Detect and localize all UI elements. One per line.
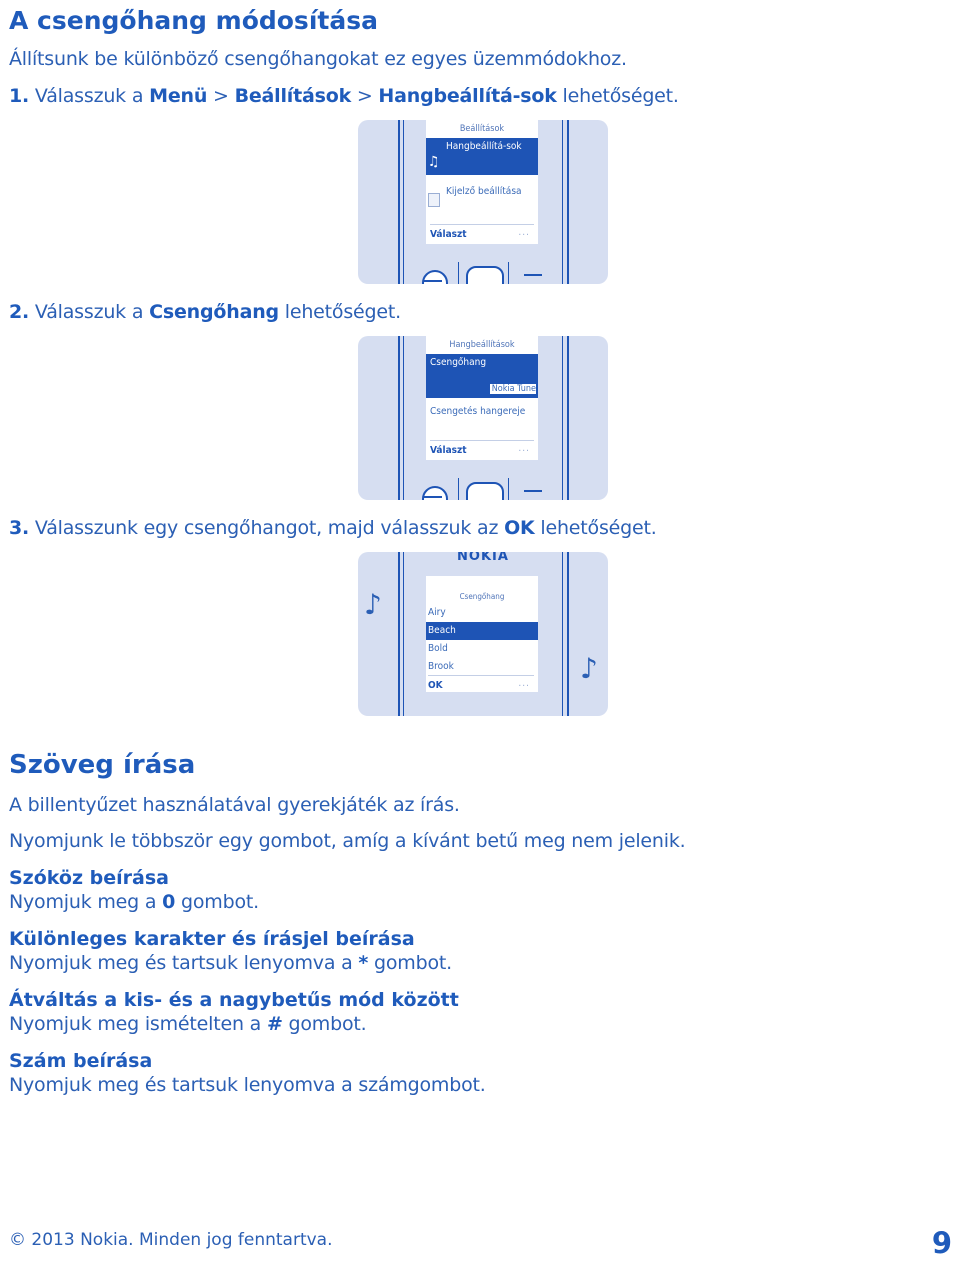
phone-screen xyxy=(426,576,538,692)
key-label: # xyxy=(266,1013,283,1035)
phone-figure-ringtone-list xyxy=(358,552,608,716)
heading-number: Szám beírása xyxy=(9,1050,153,1072)
ringtone-list xyxy=(426,602,538,676)
step-text: Válasszunk egy csengőhangot, majd válasszuk az xyxy=(29,517,505,539)
separator: > xyxy=(351,85,379,107)
phone-figure-sound-settings xyxy=(358,336,608,500)
menu-item-label: Csengőhang xyxy=(430,357,487,368)
ringtone-item[interactable]: Airy xyxy=(428,607,446,618)
screen-header: Hangbeállítások xyxy=(449,340,515,350)
step-text: Válasszuk a xyxy=(29,85,150,107)
page-number: 9 xyxy=(931,1226,952,1260)
options-dots[interactable]: ... xyxy=(518,678,530,689)
menu-label: Menü xyxy=(149,85,208,107)
softkey-bar xyxy=(428,675,534,691)
copyright: © 2013 Nokia. Minden jog fenntartva. xyxy=(9,1230,333,1250)
step-text: Válasszuk a xyxy=(29,301,150,323)
ringtone-item[interactable]: Beach xyxy=(426,622,538,640)
heading-case-switch: Átváltás a kis- és a nagybetűs mód között xyxy=(9,989,459,1011)
menu-item-ring-volume[interactable] xyxy=(426,398,538,428)
number-instruction: Nyomjuk meg és tartsuk lenyomva a számgombot. xyxy=(9,1074,486,1096)
intro-text: Állítsunk be különböző csengőhangokat ez egyes üzemmódokhoz. xyxy=(9,48,627,70)
navi-key-icon xyxy=(466,482,504,500)
ringtone-item[interactable]: Bold xyxy=(428,643,448,654)
step-number: 1. xyxy=(9,85,30,107)
menu-item-label: Csengetés hangereje xyxy=(430,406,526,417)
menu-item-ringtone[interactable] xyxy=(426,354,538,398)
phone-keys xyxy=(404,262,562,284)
softkey-select[interactable]: Választ xyxy=(430,445,467,456)
screen-header: Csengőhang xyxy=(459,592,505,601)
softkey-ok[interactable]: OK xyxy=(428,680,443,691)
phone-screen xyxy=(426,120,538,244)
ringtone-value: Nokia Tune xyxy=(491,384,536,394)
ringtone-label: Csengőhang xyxy=(149,301,279,323)
softkey-bar xyxy=(430,440,534,456)
phone-screen xyxy=(426,336,538,460)
display-icon xyxy=(428,193,440,207)
menu-item-label: Hangbeállítá-sok xyxy=(446,141,522,152)
instruction-text: gombot. xyxy=(282,1013,367,1035)
music-note-icon: ♪ xyxy=(580,652,598,685)
step-3 xyxy=(9,517,657,539)
nokia-logo: NOKIA xyxy=(457,552,509,564)
step-text: lehetőséget. xyxy=(534,517,657,539)
navi-key-icon xyxy=(466,266,504,284)
step-text: lehetőséget. xyxy=(556,85,679,107)
case-switch-instruction xyxy=(9,1013,367,1035)
softkey-bar xyxy=(430,224,534,240)
special-char-instruction xyxy=(9,952,452,974)
phone-keys xyxy=(404,478,562,500)
menu-item-label: Kijelző beállítása xyxy=(446,186,522,197)
settings-label: Beállítások xyxy=(234,85,352,107)
separator: > xyxy=(207,85,235,107)
key-label: 0 xyxy=(162,891,176,913)
right-softkey-icon xyxy=(524,490,542,492)
screen-header: Beállítások xyxy=(459,124,505,134)
instruction-text: Nyomjuk meg ismételten a xyxy=(9,1013,267,1035)
heading-space: Szóköz beírása xyxy=(9,867,169,889)
ringtone-item[interactable]: Brook xyxy=(428,661,454,672)
step-1 xyxy=(9,85,679,107)
step-2 xyxy=(9,301,401,323)
section-title-text-input: Szöveg írása xyxy=(9,750,196,780)
instruction-text: gombot. xyxy=(175,891,259,913)
music-settings-icon: ♫ xyxy=(428,154,440,170)
right-softkey-icon xyxy=(524,274,542,276)
options-dots[interactable]: ... xyxy=(518,443,530,454)
menu-item-display-settings[interactable] xyxy=(426,175,538,209)
text-input-intro: A billentyűzet használatával gyerekjáték az írás. xyxy=(9,794,460,816)
menu-item-sound-settings[interactable] xyxy=(426,138,538,175)
key-label: * xyxy=(358,952,369,974)
options-dots[interactable]: ... xyxy=(518,227,530,238)
step-number: 2. xyxy=(9,301,30,323)
ok-label: OK xyxy=(504,517,535,539)
step-number: 3. xyxy=(9,517,30,539)
phone-figure-settings xyxy=(358,120,608,284)
softkey-select[interactable]: Választ xyxy=(430,229,467,240)
instruction-text: Nyomjuk meg és tartsuk lenyomva a xyxy=(9,952,359,974)
music-note-icon: ♪ xyxy=(364,588,382,621)
step-text: lehetőséget. xyxy=(278,301,401,323)
heading-special-char: Különleges karakter és írásjel beírása xyxy=(9,928,415,950)
space-instruction xyxy=(9,891,259,913)
instruction-text: gombot. xyxy=(368,952,452,974)
sound-settings-label: Hangbeállítá-sok xyxy=(378,85,557,107)
instruction-text: Nyomjuk meg a xyxy=(9,891,163,913)
section-title-ringtone: A csengőhang módosítása xyxy=(9,6,378,35)
text-input-instruction: Nyomjunk le többször egy gombot, amíg a kívánt betű meg nem jelenik. xyxy=(9,830,686,852)
